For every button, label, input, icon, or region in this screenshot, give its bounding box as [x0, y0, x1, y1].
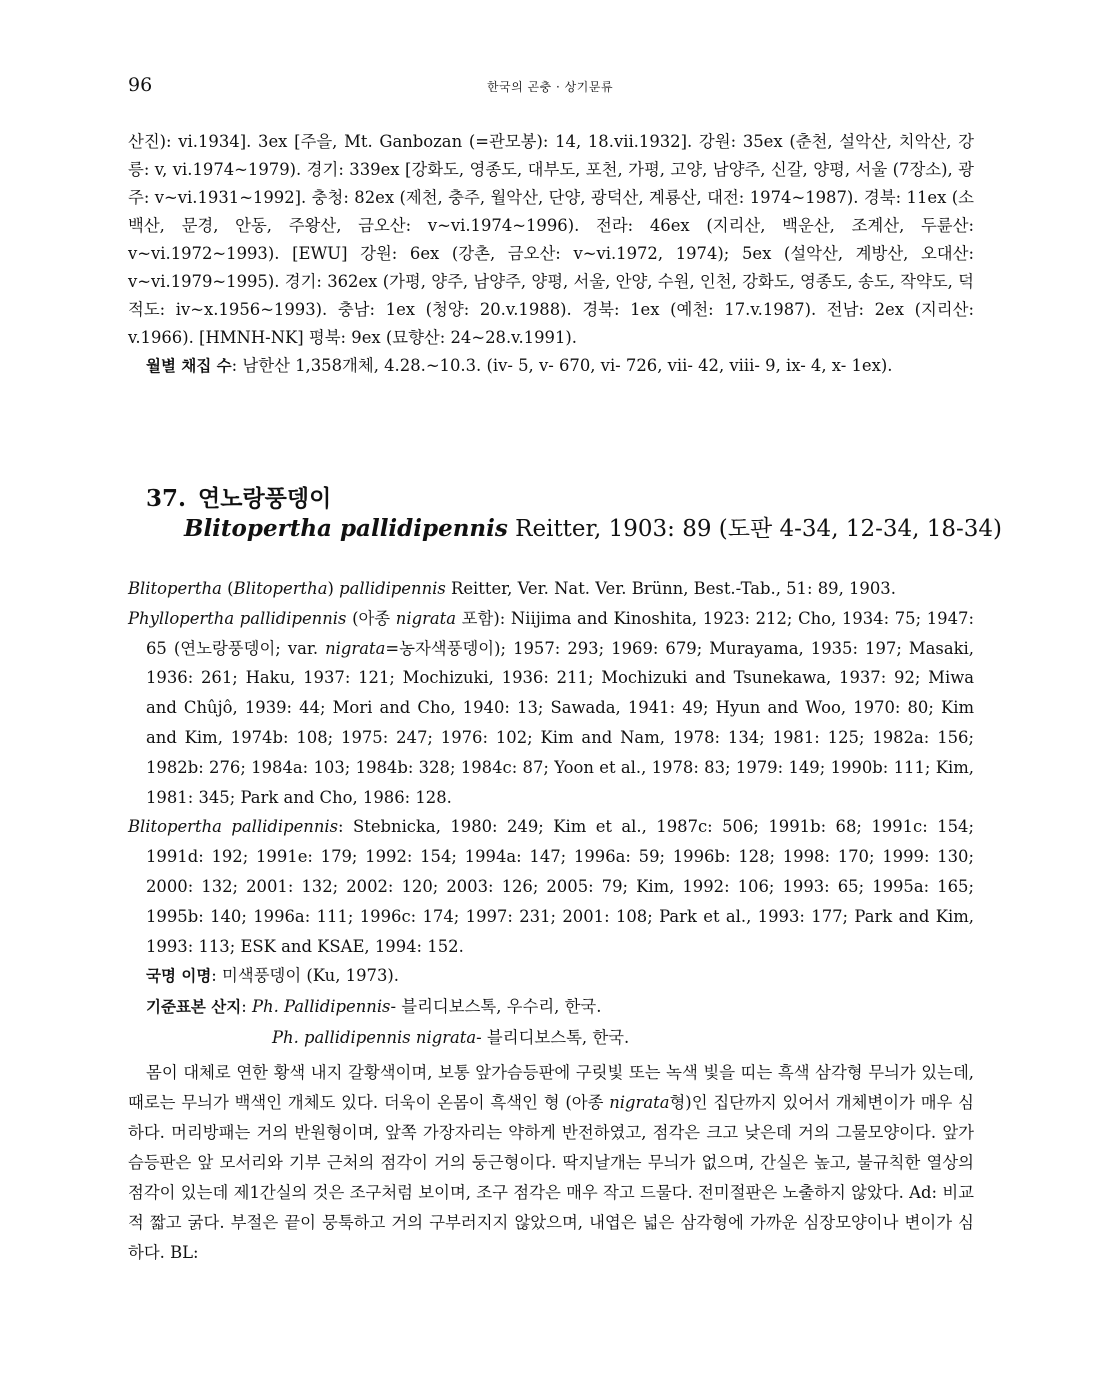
type-locality-2	[128, 1023, 974, 1053]
page-number: 96	[128, 74, 153, 96]
common-names-text: : 미색풍뎅이 (Ku, 1973).	[211, 966, 399, 986]
monthly-label: 월별 채집 수	[146, 357, 232, 375]
species-scientific-name: Blitopertha pallidipennis	[184, 515, 508, 542]
synonymy-punct: (	[221, 579, 234, 598]
monthly-collection	[128, 352, 974, 380]
common-names-label: 국명 이명	[146, 967, 212, 986]
common-names	[128, 961, 974, 992]
synonymy-entry	[128, 812, 974, 961]
synonymy-citation: : Stebnicka, 1980: 249; Kim et al., 1987c: 506; 1991b: 68; 1991c: 154; 1991d: 192; 1991e: 179; 1992: 154; 1994a: 147; 1996a: 59; 1996b: 128; 1998: 170; 1999: 130; 2000: 132; 2001: 132; 2002: 120; 2003: 126; 2005: 79; Kim, 1992: 106; 1993: 65; 1995a: 165; 1995b: 140; 1996a: 111; 1996c: 174; 1997: 231; 2001: 108; Park et al., 1993: 177; Park and Kim, 1993: 113; ESK and KSAE, 1994: 152.	[146, 817, 974, 956]
type-taxon-name: Ph. pallidipennis nigrata	[272, 1027, 477, 1047]
variety-name: nigrata	[395, 608, 457, 628]
genus-name: Blitopertha	[128, 579, 222, 598]
synonymy-citation: =농자색풍뎅이); 1957: 293; 1969: 679; Murayama, 1935: 197; Masaki, 1936: 261; Haku, 1937: 121; Mochizuki, 1936: 211; Mochizuki and Tsunekawa, 1937: 92; Miwa and Chûjô, 1939: 44; Mori and Cho, 1940: 13; Sawada, 1941: 49; Hyun and Woo, 1970: 80; Kim and Kim, 1974b: 108; 1975: 247; 1976: 102; Kim and Nam, 1978: 134; 1981: 125; 1982a: 156; 1982b: 276; 1984a: 103; 1984b: 328; 1984c: 87; Yoon et al., 1978: 83; 1979: 149; 1990b: 111; Kim, 1981: 345; Park and Cho, 1986: 128.	[146, 638, 974, 807]
type-locality	[128, 992, 974, 1023]
epithet-name: pallidipennis	[339, 579, 446, 598]
type-locality-text: - 블리디보스톡, 우수리, 한국.	[390, 997, 602, 1017]
synonymy-punct: )	[327, 579, 340, 598]
synonymy-citation: 포함): Niijima and Kinoshita, 1923: 212; Cho, 1934: 75; 1947: 65 (연노랑풍뎅이; var.	[146, 608, 974, 658]
type-locality-sep: :	[241, 997, 252, 1017]
synonym-name: Phyllopertha pallidipennis	[128, 608, 347, 628]
description-text: 형)인 집단까지 있어서 개체변이가 매우 심하다. 머리방패는 거의 반원형이며, 앞쪽 가장자리는 약하게 반전하였고, 점각은 크고 낮은데 거의 그물모양이다. 앞가슴등판은 앞 모서리와 기부 근처의 점각이 거의 둥근형이다. 딱지날개는 무늬가 없으며, 간실은 높고, 불규칙한 열상의 점각이 있는데 제1간실의 것은 조구처럼 보이며, 조구 점각은 매우 작고 드물다. 전미절판은 노출하지 않았다. Ad: 비교적 짧고 굵다. 부절은 끝이 뭉툭하고 거의 구부러지지 않았으며, 내엽은 넓은 삼각형에 가까운 심장모양이나 변이가 심하다. BL:	[128, 1093, 974, 1262]
description-block	[128, 1058, 974, 1268]
subspecies-name: nigrata	[609, 1093, 670, 1112]
species-number: 37.	[146, 485, 187, 512]
species-korean-name: 연노랑풍뎅이	[198, 486, 332, 512]
specimen-records-block	[128, 128, 974, 380]
synonymy-entry	[128, 604, 974, 813]
species-heading	[146, 484, 1002, 544]
variety-name: nigrata	[325, 638, 386, 658]
running-title: 한국의 곤충 · 상기문류	[486, 80, 614, 94]
description-paragraph	[128, 1058, 974, 1268]
synonymy-block	[128, 574, 974, 1053]
synonymy-citation: (아종	[346, 608, 396, 628]
description-text: 몸이 대체로 연한 황색 내지 갈황색이며, 보통 앞가슴등판에 구릿빛 또는 녹색 빛을 띠는 흑색 삼각형 무늬가 있는데, 때로는 무늬가 백색인 개체도 있다. 더욱이 온몸이 흑색인 형 (아종	[128, 1063, 974, 1112]
synonymy-citation: Reitter, Ver. Nat. Ver. Brünn, Best.-Tab., 51: 89, 1903.	[445, 579, 896, 598]
type-locality-text: - 블리디보스톡, 한국.	[476, 1027, 630, 1047]
type-locality-label: 기준표본 산지	[146, 998, 242, 1017]
synonymy-entry	[128, 574, 974, 604]
monthly-text: : 남한산 1,358개체, 4.28.~10.3. (iv- 5, v- 670, vi- 726, vii- 42, viii- 9, ix- 4, x- 1ex).	[231, 356, 893, 375]
species-authority: Reitter, 1903: 89 (도판 4-34, 12-34, 18-34)	[507, 516, 1003, 542]
synonym-name: Blitopertha pallidipennis	[128, 817, 339, 837]
species-scientific-line	[146, 514, 1002, 544]
specimen-records-text: 산진): vi.1934]. 3ex [주을, Mt. Ganbozan (=관모봉): 14, 18.vii.1932]. 강원: 35ex (춘천, 설악산, 치악산, 강릉: v, vi.1974~1979). 경기: 339ex [강화도, 영종도, 대부도, 포천, 가평, 고양, 남양주, 신갈, 양평, 서울 (7장소), 광주: v~vi.1931~1992]. 충청: 82ex (제천, 충주, 월악산, 단양, 광덕산, 계룡산, 대전: 1974~1987). 경북: 11ex (소백산, 문경, 안동, 주왕산, 금오산: v~vi.1974~1996). 전라: 46ex (지리산, 백운산, 조계산, 두륜산: v~vi.1972~1993). [EWU] 강원: 6ex (강촌, 금오산: v~vi.1972, 1974); 5ex (설악산, 계방산, 오대산: v~vi.1979~1995). 경기: 362ex (가평, 양주, 남양주, 양평, 서울, 안양, 수원, 인천, 강화도, 영종도, 송도, 작약도, 덕적도: iv~x.1956~1993). 충남: 1ex (청양: 20.v.1988). 경북: 1ex (예천: 17.v.1987). 전남: 2ex (지리산: v.1966). [HMNH-NK] 평북: 9ex (묘향산: 24~28.v.1991).	[128, 132, 974, 347]
type-taxon-name: Ph. Pallidipennis	[251, 997, 391, 1017]
subgenus-name: Blitopertha	[233, 579, 328, 598]
